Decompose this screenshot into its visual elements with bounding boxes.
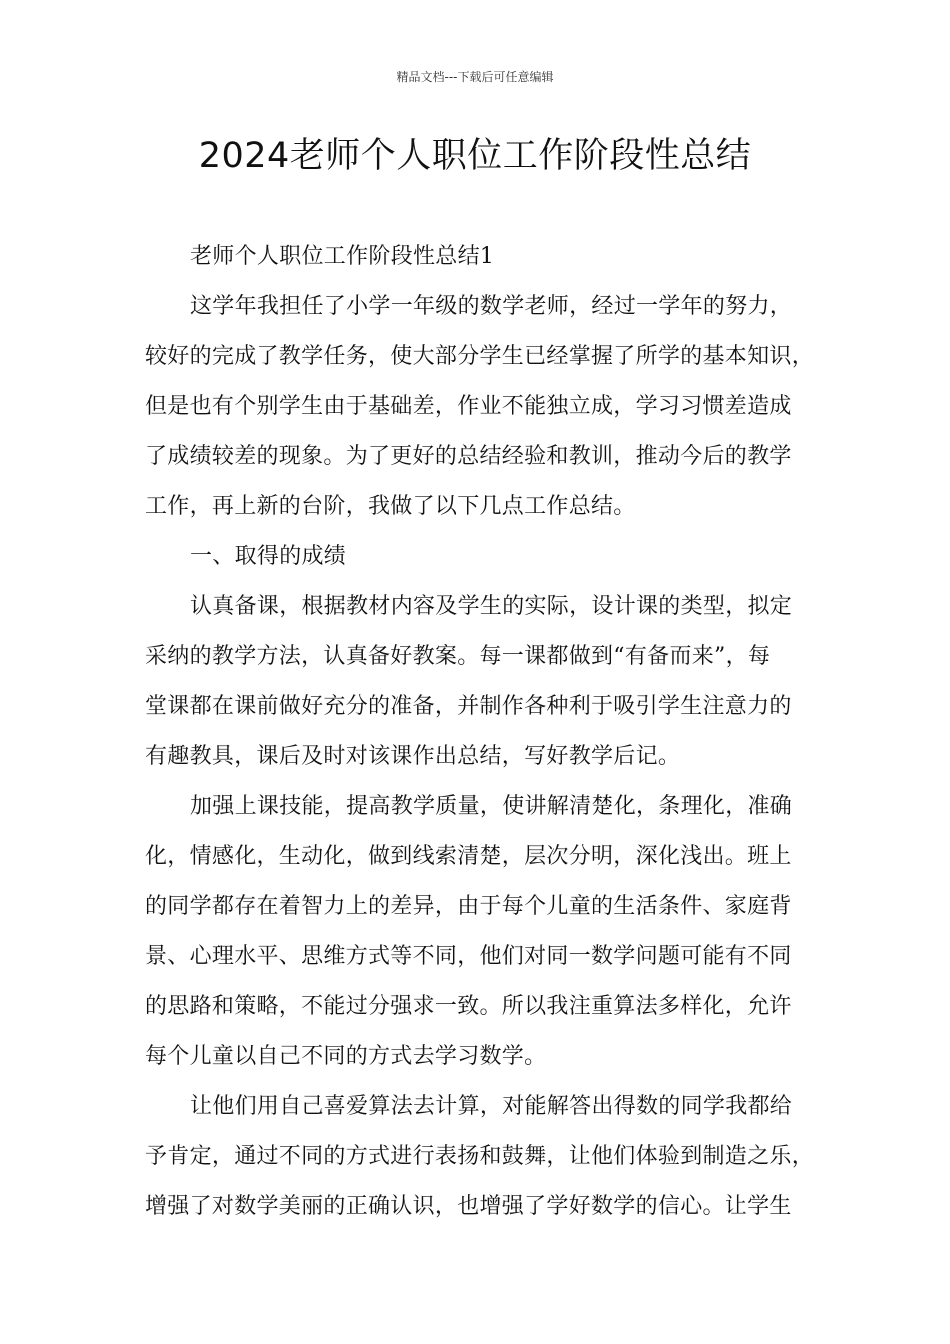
paragraph-line: 加强上课技能，提高教学质量，使讲解清楚化，条理化，准确 — [190, 794, 793, 819]
paragraph-line: 堂课都在课前做好充分的准备，并制作各种利于吸引学生注意力的 — [145, 694, 792, 719]
paragraph-line: 每个儿童以自己不同的方式去学习数学。 — [145, 1044, 547, 1069]
document-body — [145, 232, 815, 1232]
paragraph-line: 增强了对数学美丽的正确认识，也增强了学好数学的信心。让学生 — [145, 1194, 792, 1219]
paragraph-line: 较好的完成了教学任务，使大部分学生已经掌握了所学的基本知识， — [145, 344, 815, 369]
paragraph-line: 这学年我担任了小学一年级的数学老师，经过一学年的努力， — [190, 294, 793, 319]
subsection-heading: 一、取得的成绩 — [190, 544, 347, 569]
paragraph-line: 工作，再上新的台阶，我做了以下几点工作总结。 — [145, 494, 636, 519]
paragraph-line: 景、心理水平、思维方式等不同，他们对同一数学问题可能有不同 — [145, 944, 792, 969]
paragraph-line: 化，情感化，生动化，做到线索清楚，层次分明，深化浅出。班上 — [145, 844, 792, 869]
paragraph-line: 有趣教具，课后及时对该课作出总结，写好教学后记。 — [145, 744, 681, 769]
paragraph-line: 的同学都存在着智力上的差异，由于每个儿童的生活条件、家庭背 — [145, 894, 792, 919]
document-title: 2024老师个人职位工作阶段性总结 — [198, 136, 752, 176]
paragraph-line: 的思路和策略，不能过分强求一致。所以我注重算法多样化，允许 — [145, 994, 792, 1019]
paragraph-line: 认真备课，根据教材内容及学生的实际，设计课的类型，拟定 — [190, 594, 793, 619]
paragraph-line: 采纳的教学方法，认真备好教案。每一课都做到“有备而来”，每 — [145, 644, 771, 669]
paragraph-line: 让他们用自己喜爱算法去计算，对能解答出得数的同学我都给 — [190, 1094, 793, 1119]
paragraph-line: 了成绩较差的现象。为了更好的总结经验和教训，推动今后的教学 — [145, 444, 792, 469]
paragraph-line: 但是也有个别学生由于基础差，作业不能独立成，学习习惯差造成 — [145, 394, 792, 419]
paragraph-line: 予肯定，通过不同的方式进行表扬和鼓舞，让他们体验到制造之乐， — [145, 1144, 815, 1169]
section-heading: 老师个人职位工作阶段性总结1 — [190, 244, 495, 269]
header-note: 精品文档---下载后可任意编辑 — [396, 70, 554, 84]
